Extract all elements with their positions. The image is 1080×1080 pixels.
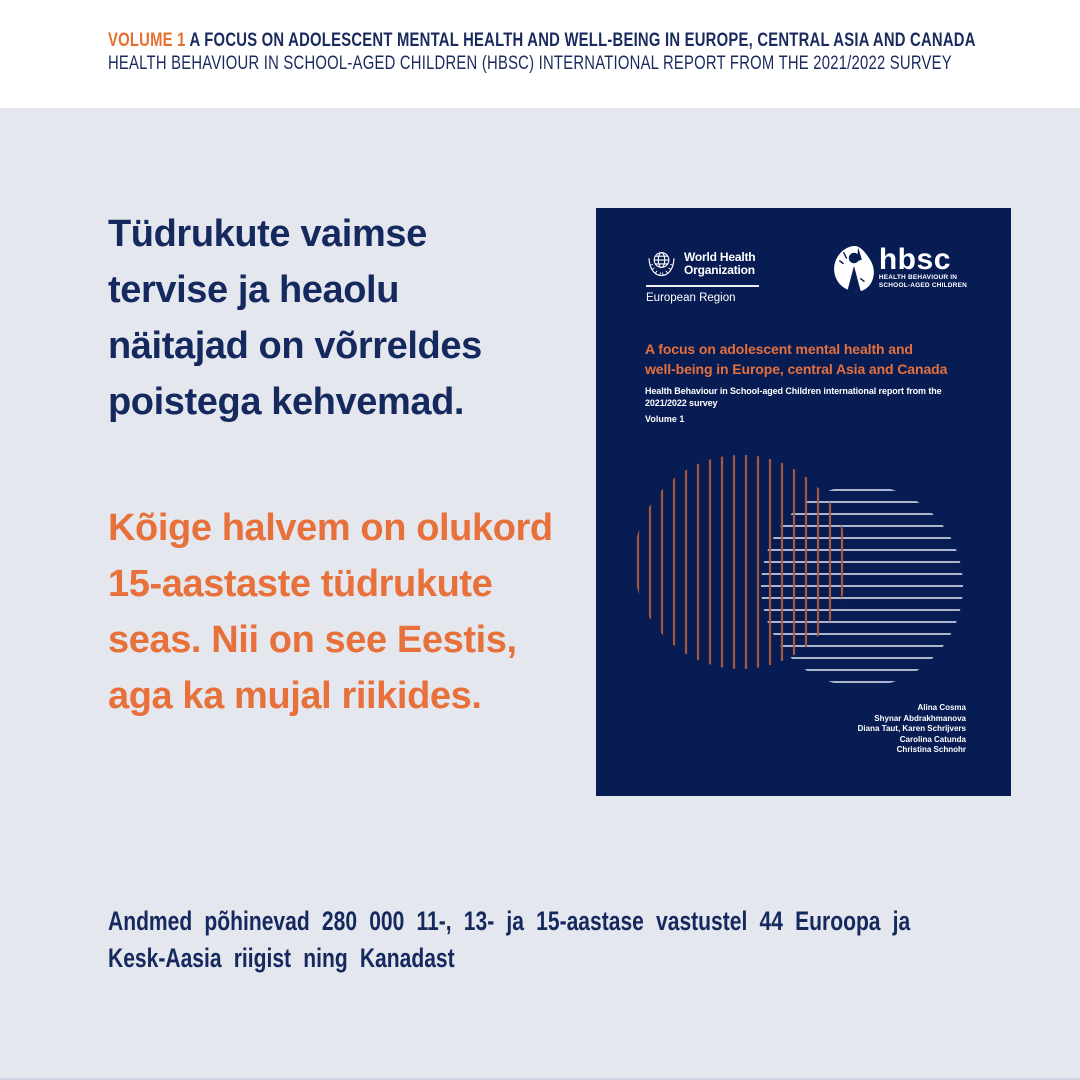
- hbsc-tagline-line: SCHOOL-AGED CHILDREN: [878, 281, 967, 289]
- hbsc-figure-icon: [833, 246, 875, 292]
- hbsc-tagline: [879, 274, 967, 289]
- cover-title: [645, 339, 947, 379]
- author-name: Christina Schnohr: [896, 745, 966, 754]
- who-logo: [646, 248, 755, 279]
- cover-authors: [858, 703, 966, 756]
- header-band: [0, 0, 1080, 108]
- vertical-lines-circle: [634, 455, 848, 669]
- volume-label: VOLUME 1: [108, 30, 186, 51]
- headline-line: näitajad on võrreldes: [108, 325, 482, 367]
- header-title: A FOCUS ON ADOLESCENT MENTAL HEALTH AND WELL-BEING IN EUROPE, CENTRAL ASIA AND CANADA: [189, 30, 976, 51]
- highlight-line: aga ka mujal riikides.: [108, 675, 482, 717]
- footnote-line: Kesk-Aasia riigist ning Kanadast: [108, 943, 455, 973]
- headline-line: Tüdrukute vaimse: [108, 213, 427, 255]
- cover-subtitle-line: 2021/2022 survey: [645, 398, 718, 408]
- highlight-line: seas. Nii on see Eestis,: [108, 619, 517, 661]
- who-logo-text: [684, 251, 755, 277]
- author-name: Diana Taut, Karen Schrijvers: [857, 724, 966, 733]
- cover-title-line: A focus on adolescent mental health and: [645, 341, 913, 357]
- header-title-line: [108, 30, 976, 52]
- author-name: Alina Cosma: [917, 703, 966, 712]
- author-name: Carolina Catunda: [899, 734, 966, 744]
- cover-subtitle: [645, 385, 942, 409]
- report-cover: [596, 208, 1011, 796]
- highlight-line: Kõige halvem on olukord: [108, 507, 553, 549]
- footnote-line: Andmed põhinevad 280 000 11-, 13- ja 15-aastase vastustel 44 Euroopa ja: [108, 906, 911, 936]
- cover-title-line: well-being in Europe, central Asia and Canada: [645, 361, 948, 377]
- highlight-line: 15-aastaste tüdrukute: [108, 563, 493, 605]
- cover-subtitle-line: Health Behaviour in School-aged Children international report from the: [645, 386, 942, 396]
- headline-line: poistega kehvemad.: [108, 381, 465, 423]
- hbsc-logo: [833, 243, 967, 292]
- who-text-line: Organization: [684, 262, 755, 277]
- who-text-line: World Health: [684, 249, 756, 264]
- cover-volume-label: Volume 1: [645, 414, 685, 424]
- footnote: [108, 903, 910, 977]
- hbsc-wordmark: hbsc: [878, 243, 951, 276]
- who-divider-line: [646, 285, 759, 287]
- headline-navy: [108, 206, 482, 430]
- hbsc-tagline-line: HEALTH BEHAVIOUR IN: [878, 274, 958, 281]
- headline-orange: [108, 500, 553, 724]
- who-globe-icon: [646, 248, 677, 279]
- who-region-label: European Region: [646, 292, 736, 304]
- header-subtitle: HEALTH BEHAVIOUR IN SCHOOL-AGED CHILDREN (HBSC) INTERNATIONAL REPORT FROM THE 2021/2022 SURVEY: [108, 53, 952, 74]
- author-name: Shynar Abdrakhmanova: [874, 713, 966, 723]
- headline-line: tervise ja heaolu: [108, 269, 400, 311]
